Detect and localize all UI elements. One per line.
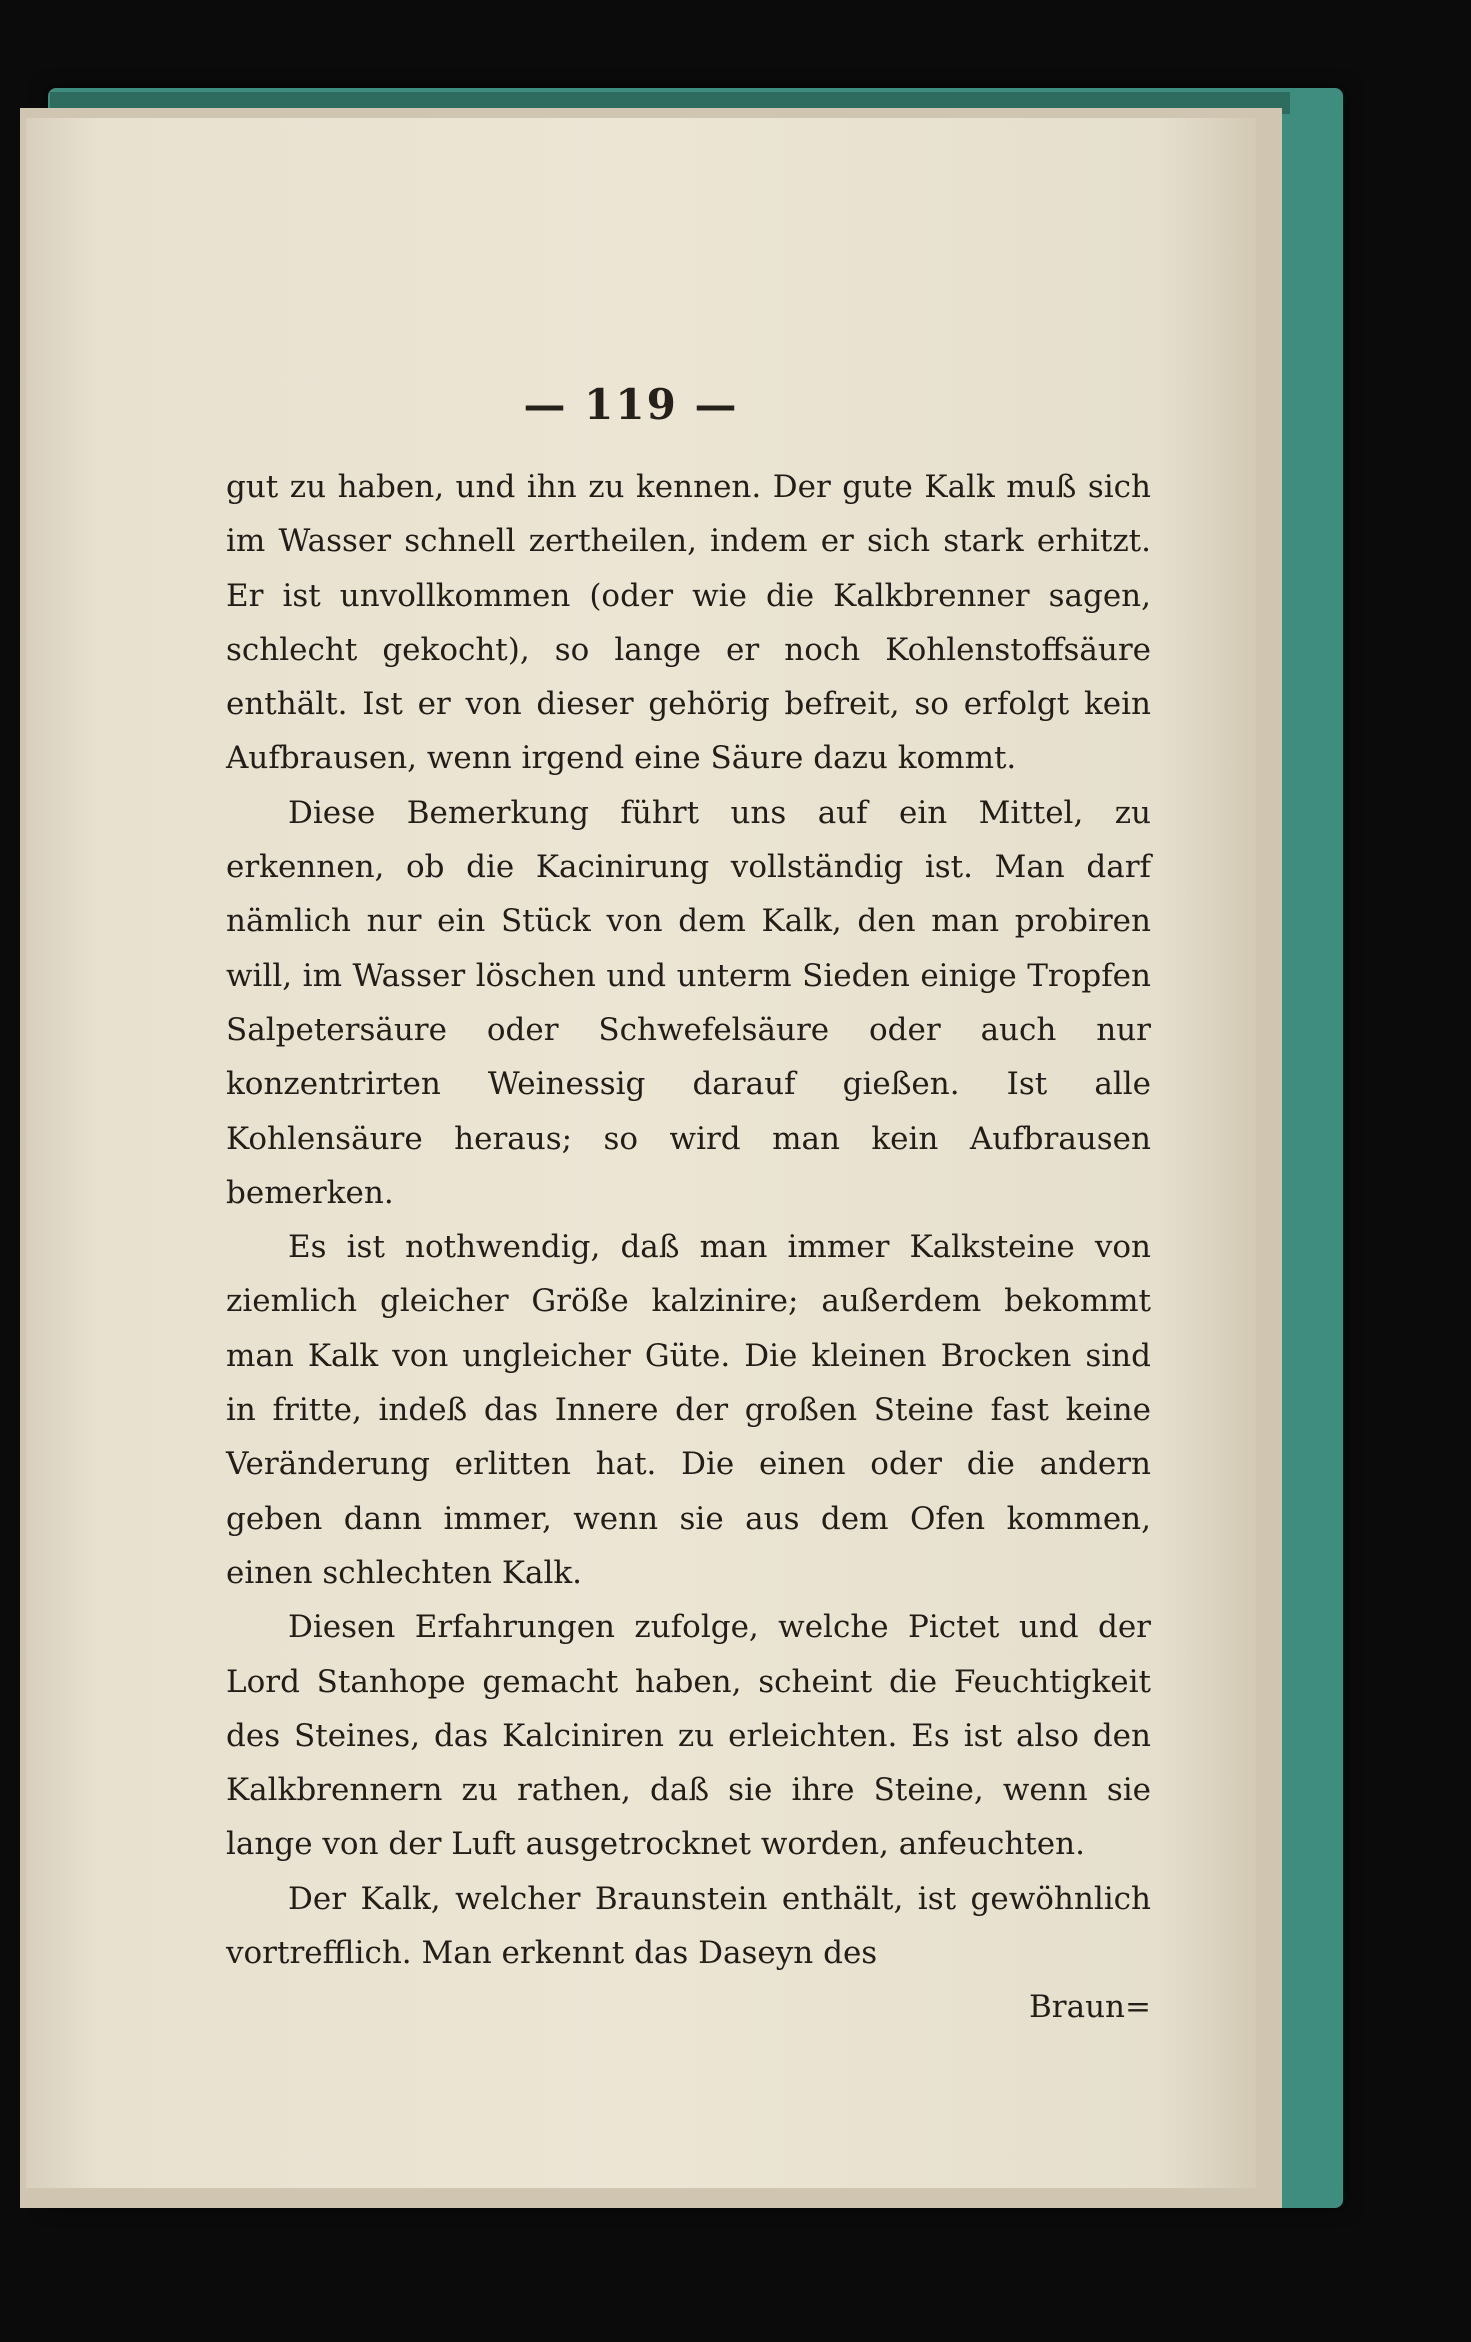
page-number: — 119 — [523, 380, 739, 429]
catchword: Braun= [1029, 1989, 1151, 2026]
paragraph-5: Der Kalk, welcher Braunstein enthält, ist gewöhnlich vortrefflich. Man erkennt das Daseyn des [226, 1880, 1151, 1972]
paragraph-3: Es ist nothwendig, daß man immer Kalksteine von ziemlich gleicher Größe kalzinire; außerdem bekommt man Kalk von ungleicher Güte. Die kleinen Brocken sind in fritte, indeß das Innere der großen Steine fast keine Veränderung erlitten hat. Die einen oder die andern geben dann immer, wenn sie aus dem Ofen kommen, einen schlechten Kalk. [226, 1229, 1151, 1591]
paragraph-2: Diese Bemerkung führt uns auf ein Mittel, zu erkennen, ob die Kacinirung vollständig ist. Man darf nämlich nur ein Stück von dem Kalk, den man probiren will, im Wasser löschen und unterm Sieden einige Tropfen Salpetersäure oder Schwefelsäure oder auch nur konzentrirten Weinessig darauf gießen. Ist alle Kohlensäure heraus; so wird man kein Aufbrausen bemerken. [226, 794, 1151, 1211]
page-text [226, 460, 1151, 2035]
paragraph-4: Diesen Erfahrungen zufolge, welche Pictet und der Lord Stanhope gemacht haben, scheint die Feuchtigkeit des Steines, das Kalciniren zu erleichten. Es ist also den Kalkbrennern zu rathen, daß sie ihre Steine, wenn sie lange von der Luft ausgetrocknet worden, anfeuchten. [226, 1609, 1151, 1863]
book-page [26, 118, 1256, 2188]
paragraph-1: gut zu haben, und ihn zu kennen. Der gute Kalk muß sich im Wasser schnell zertheilen, indem er sich stark erhitzt. Er ist unvollkommen (oder wie die Kalkbrenner sagen, schlecht gekocht), so lange er noch Kohlenstoffsäure enthält. Ist er von dieser gehörig befreit, so erfolgt kein Aufbrausen, wenn irgend eine Säure dazu kommt. [226, 469, 1151, 777]
